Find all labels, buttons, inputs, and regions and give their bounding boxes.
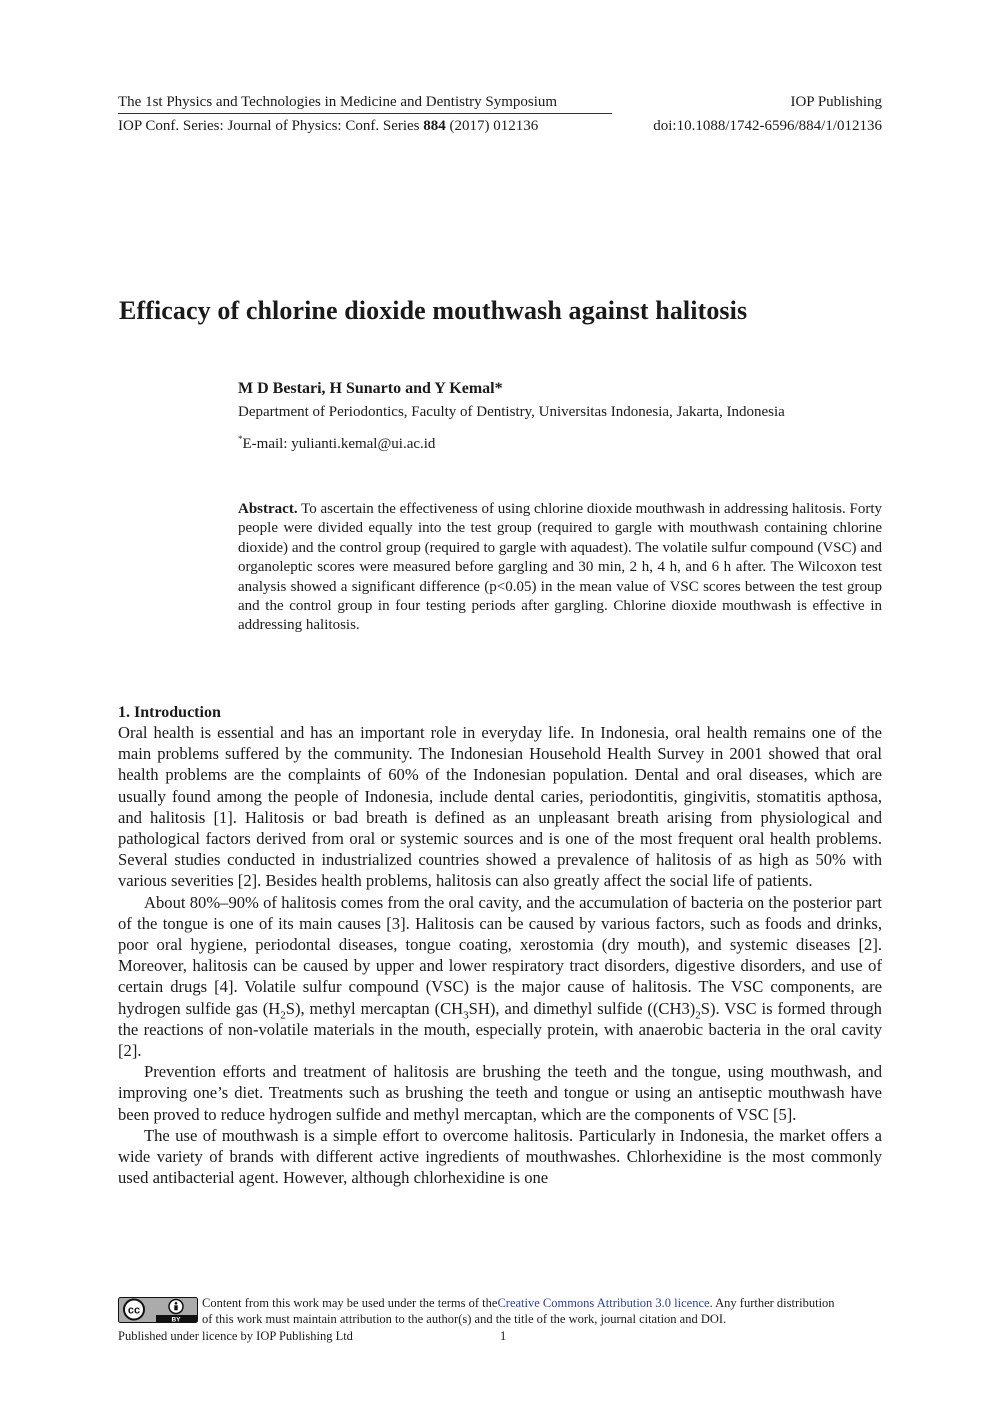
- paragraph-4: The use of mouthwash is a simple effort to overcome halitosis. Particularly in Indonesia, the market offers a wide variety of brands with different active ingredients of mouthwashes. Chlorhexidine is the most commonly used antibacterial agent. However, although chlorhexidine is one: [118, 1125, 882, 1188]
- by-label: BY: [171, 1316, 181, 1323]
- section-heading: 1. Introduction: [118, 704, 221, 721]
- p2-part-b: S), methyl mercaptan (CH: [285, 998, 464, 1018]
- body-text: [118, 722, 882, 1188]
- series-line: [118, 118, 882, 135]
- abstract: [238, 500, 882, 636]
- p2-part-d: S). VSC is formed through the reactions of non-volatile materials in the mouth, especially protein, with anaerobic bacteria in the oral cavity [2].: [118, 998, 882, 1061]
- doi-text: doi:10.1088/1742-6596/884/1/012136: [653, 118, 882, 134]
- p2-part-c: SH), and dimethyl sulfide ((CH3): [468, 998, 696, 1018]
- cc-badge-graphic: [118, 1297, 198, 1323]
- page-number: 1: [500, 1329, 507, 1343]
- license-post: . Any further distribution: [709, 1296, 835, 1310]
- p2-part-a: About 80%–90% of halitosis comes from the oral cavity, and the accumulation of bacteria on the posterior part of the tongue is one of its main causes [3]. Halitosis can be caused by various factors, such as foods and drinks, poor oral hygiene, periodontal diseases, tongue coating, xerostomia (dry mouth), and systemic diseases [2]. Moreover, halitosis can be caused by upper and lower respiratory tract disorders, digestive disorders, and use of certain drugs [4]. Volatile sulfur compound (VSC) is the major cause of halitosis. The VSC components, are hydrogen sulfide gas (H: [118, 892, 882, 1018]
- subscript: 2: [695, 1008, 701, 1021]
- paragraph-1: Oral health is essential and has an important role in everyday life. In Indonesia, oral health remains one of the main problems suffered by the community. The Indonesian Household Health Survey in 2001 showed that oral health problems are the complaints of 60% of the Indonesian population. Dental and oral diseases, which are usually found among the people of Indonesia, include dental caries, periodontitis, gingivitis, stomatitis apthosa, and halitosis [1]. Halitosis or bad breath is defined as an unpleasant breath arising from physiological and pathological factors derived from oral or systemic sources and is one of the most frequent oral health problems. Several studies conducted in industrialized countries showed a prevalence of halitosis of as high as 50% with various severities [2]. Besides health problems, halitosis can also greatly affect the social life of patients.: [118, 723, 882, 891]
- conference-name: The 1st Physics and Technologies in Medicine and Dentistry Symposium: [118, 94, 558, 110]
- paragraph-2: [118, 892, 882, 1062]
- cc-by-license-icon[interactable]: [118, 1297, 198, 1323]
- paper-title: Efficacy of chlorine dioxide mouthwash against halitosis: [119, 296, 748, 325]
- email-text: E-mail: yulianti.kemal@ui.ac.id: [242, 436, 436, 452]
- publisher-note: Published under licence by IOP Publishing Ltd: [118, 1329, 353, 1343]
- series-citation: [118, 118, 538, 135]
- license-pre: Content from this work may be used under the terms of the: [202, 1296, 498, 1310]
- cc-symbol: cc: [127, 1304, 141, 1317]
- subscript: 2: [280, 1008, 286, 1021]
- license-line-2: of this work must maintain attribution to the author(s) and the title of the work, journal citation and DOI.: [202, 1312, 727, 1326]
- abstract-text: To ascertain the effectiveness of using chlorine dioxide mouthwash in addressing halitosis. Forty people were divided equally into the test group (required to gargle with mouthwash containing chlorine dioxide) and the control group (required to gargle with aquadest). The volatile sulfur compound (VSC) and organoleptic scores were measured before gargling and 30 min, 2 h, 4 h, and 6 h after. The Wilcoxon test analysis showed a significant difference (p<0.05) in the mean value of VSC scores between the test group and the control group in four testing periods after gargling. Chlorine dioxide mouthwash is effective in addressing halitosis.: [238, 501, 883, 634]
- running-header: [118, 94, 882, 111]
- publisher-name: IOP Publishing: [790, 94, 882, 110]
- header-rule: [118, 113, 612, 114]
- email-mark: *: [238, 434, 243, 444]
- abstract-label: Abstract.: [238, 501, 298, 517]
- affiliation: Department of Periodontics, Faculty of Dentistry, Universitas Indonesia, Jakarta, Indonesia: [238, 404, 785, 420]
- license-line-1: [202, 1296, 835, 1311]
- author-list: M D Bestari, H Sunarto and Y Kemal*: [238, 380, 503, 397]
- series-prefix: IOP Conf. Series: Journal of Physics: Conf. Series: [118, 118, 424, 134]
- paragraph-3: Prevention efforts and treatment of halitosis are brushing the teeth and the tongue, using mouthwash, and improving one’s diet. Treatments such as brushing the teeth and tongue or using an antiseptic mouthwash have been proved to reduce hydrogen sulfide and methyl mercaptan, which are the components of VSC [5].: [118, 1062, 882, 1124]
- subscript: 3: [463, 1008, 469, 1021]
- volume-number: 884: [423, 118, 446, 134]
- series-suffix: (2017) 012136: [445, 118, 539, 134]
- corresponding-email: [238, 434, 435, 453]
- license-link[interactable]: Creative Commons Attribution 3.0 licence: [497, 1296, 710, 1310]
